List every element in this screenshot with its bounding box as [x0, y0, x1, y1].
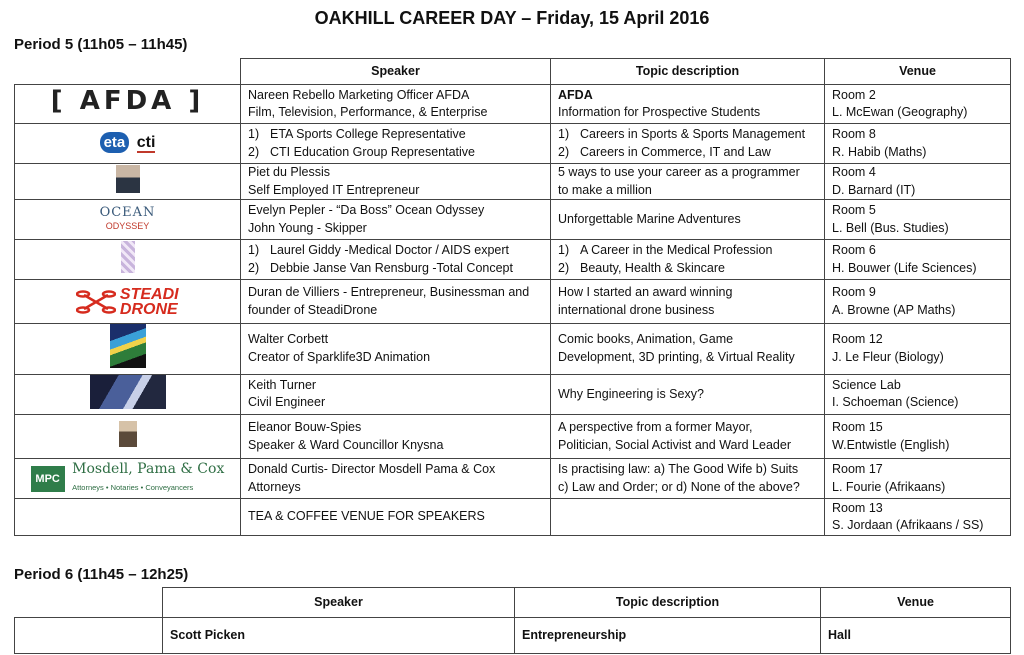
topic-cell: Comic books, Animation, Game Development, 3D printing, & Virtual Reality: [551, 324, 825, 375]
topic-cell: Is practising law: a) The Good Wife b) Suits c) Law and Order; or d) None of the above?: [551, 459, 825, 499]
topic-cell: 1) A Career in the Medical Profession 2) Beauty, Health & Skincare: [551, 240, 825, 280]
topic-cell: How I started an award winning international drone business: [551, 280, 825, 324]
table-row: [15, 415, 1011, 459]
empty-logo-cell: [15, 618, 163, 654]
table-row: [15, 240, 1011, 280]
table-row: [15, 499, 1011, 536]
topic-cell: AFDA Information for Prospective Students: [551, 85, 825, 124]
speaker-cell: Scott Picken: [163, 618, 515, 654]
venue-cell: Room 15 W.Entwistle (English): [825, 415, 1011, 459]
afda-logo: [ AFDA ]: [15, 85, 241, 124]
eta-cti-logo: eta cti: [15, 124, 241, 164]
topic-cell: Entrepreneurship: [515, 618, 821, 654]
venue-cell: Room 13 S. Jordaan (Afrikaans / SS): [825, 499, 1011, 536]
table-row: [15, 324, 1011, 375]
venue-cell: Room 6 H. Bouwer (Life Sciences): [825, 240, 1011, 280]
empty-header-cell: [15, 588, 163, 618]
ribbon-icon: [121, 241, 135, 273]
speaker-cell: Evelyn Pepler - “Da Boss” Ocean Odyssey John Young - Skipper: [241, 200, 551, 240]
speaker-cell: 1) ETA Sports College Representative 2) CTI Education Group Representative: [241, 124, 551, 164]
venue-header: Venue: [821, 588, 1011, 618]
mosdell-pama-cox-logo: MPC Mosdell, Pama & Cox Attorneys • Notaries • Conveyancers: [15, 459, 241, 499]
venue-cell: Science Lab I. Schoeman (Science): [825, 374, 1011, 415]
speaker-cell: Walter Corbett Creator of Sparklife3D Animation: [241, 324, 551, 375]
venue-cell: Hall: [821, 618, 1011, 654]
venue-cell: Room 12 J. Le Fleur (Biology): [825, 324, 1011, 375]
topic-cell: A perspective from a former Mayor, Politician, Social Activist and Ward Leader: [551, 415, 825, 459]
table-row: [15, 280, 1011, 324]
comic-image-icon: [110, 324, 146, 368]
venue-header: Venue: [825, 59, 1011, 85]
ribbon-logo: [15, 240, 241, 280]
table-row: [15, 618, 1011, 654]
venue-cell: Room 8 R. Habib (Maths): [825, 124, 1011, 164]
engineering-photo: [15, 374, 241, 415]
table-row: [15, 200, 1011, 240]
drone-icon: [76, 289, 116, 315]
speaker-cell: Duran de Villiers - Entrepreneur, Businessman and founder of SteadiDrone: [241, 280, 551, 324]
sparklife-image: [15, 324, 241, 375]
topic-cell: Why Engineering is Sexy?: [551, 374, 825, 415]
empty-header-cell: [15, 59, 241, 85]
engineering-image-icon: [90, 375, 166, 409]
table-row: [15, 85, 1011, 124]
period-5-heading: Period 5 (11h05 – 11h45): [14, 36, 188, 53]
table-row: [15, 459, 1011, 499]
topic-cell: 1) Careers in Sports & Sports Management 2) Careers in Commerce, IT and Law: [551, 124, 825, 164]
topic-header: Topic description: [551, 59, 825, 85]
period-6-table: [14, 587, 1011, 654]
venue-cell: Room 5 L. Bell (Bus. Studies): [825, 200, 1011, 240]
topic-cell: Unforgettable Marine Adventures: [551, 200, 825, 240]
table-row: [15, 164, 1011, 200]
speaker-cell: TEA & COFFEE VENUE FOR SPEAKERS: [241, 499, 551, 536]
empty-logo-cell: [15, 499, 241, 536]
person-photo-icon: [116, 165, 140, 193]
venue-cell: Room 4 D. Barnard (IT): [825, 164, 1011, 200]
speaker-photo: [15, 164, 241, 200]
speaker-photo: [15, 415, 241, 459]
topic-cell: [551, 499, 825, 536]
topic-cell: 5 ways to use your career as a programmer to make a million: [551, 164, 825, 200]
venue-cell: Room 2 L. McEwan (Geography): [825, 85, 1011, 124]
venue-cell: Room 17 L. Fourie (Afrikaans): [825, 459, 1011, 499]
period-5-table: [14, 58, 1011, 536]
person-photo-icon: [119, 421, 137, 447]
venue-cell: Room 9 A. Browne (AP Maths): [825, 280, 1011, 324]
steadi-drone-logo: STEADI DRONE: [15, 280, 241, 324]
ocean-odyssey-logo: OCEAN ODYSSEY: [15, 200, 241, 240]
table-row: [15, 374, 1011, 415]
page-title: OAKHILL CAREER DAY – Friday, 15 April 2016: [314, 8, 710, 28]
speaker-cell: Piet du Plessis Self Employed IT Entrepreneur: [241, 164, 551, 200]
speaker-cell: Keith Turner Civil Engineer: [241, 374, 551, 415]
speaker-cell: Eleanor Bouw-Spies Speaker & Ward Councillor Knysna: [241, 415, 551, 459]
speaker-cell: Nareen Rebello Marketing Officer AFDA Film, Television, Performance, & Enterprise: [241, 85, 551, 124]
table-row: [15, 124, 1011, 164]
speaker-cell: 1) Laurel Giddy -Medical Doctor / AIDS expert 2) Debbie Janse Van Rensburg -Total Concept: [241, 240, 551, 280]
topic-header: Topic description: [515, 588, 821, 618]
speaker-header: Speaker: [163, 588, 515, 618]
period-6-heading: Period 6 (11h45 – 12h25): [14, 566, 189, 583]
speaker-header: Speaker: [241, 59, 551, 85]
speaker-cell: Donald Curtis- Director Mosdell Pama & Cox Attorneys: [241, 459, 551, 499]
